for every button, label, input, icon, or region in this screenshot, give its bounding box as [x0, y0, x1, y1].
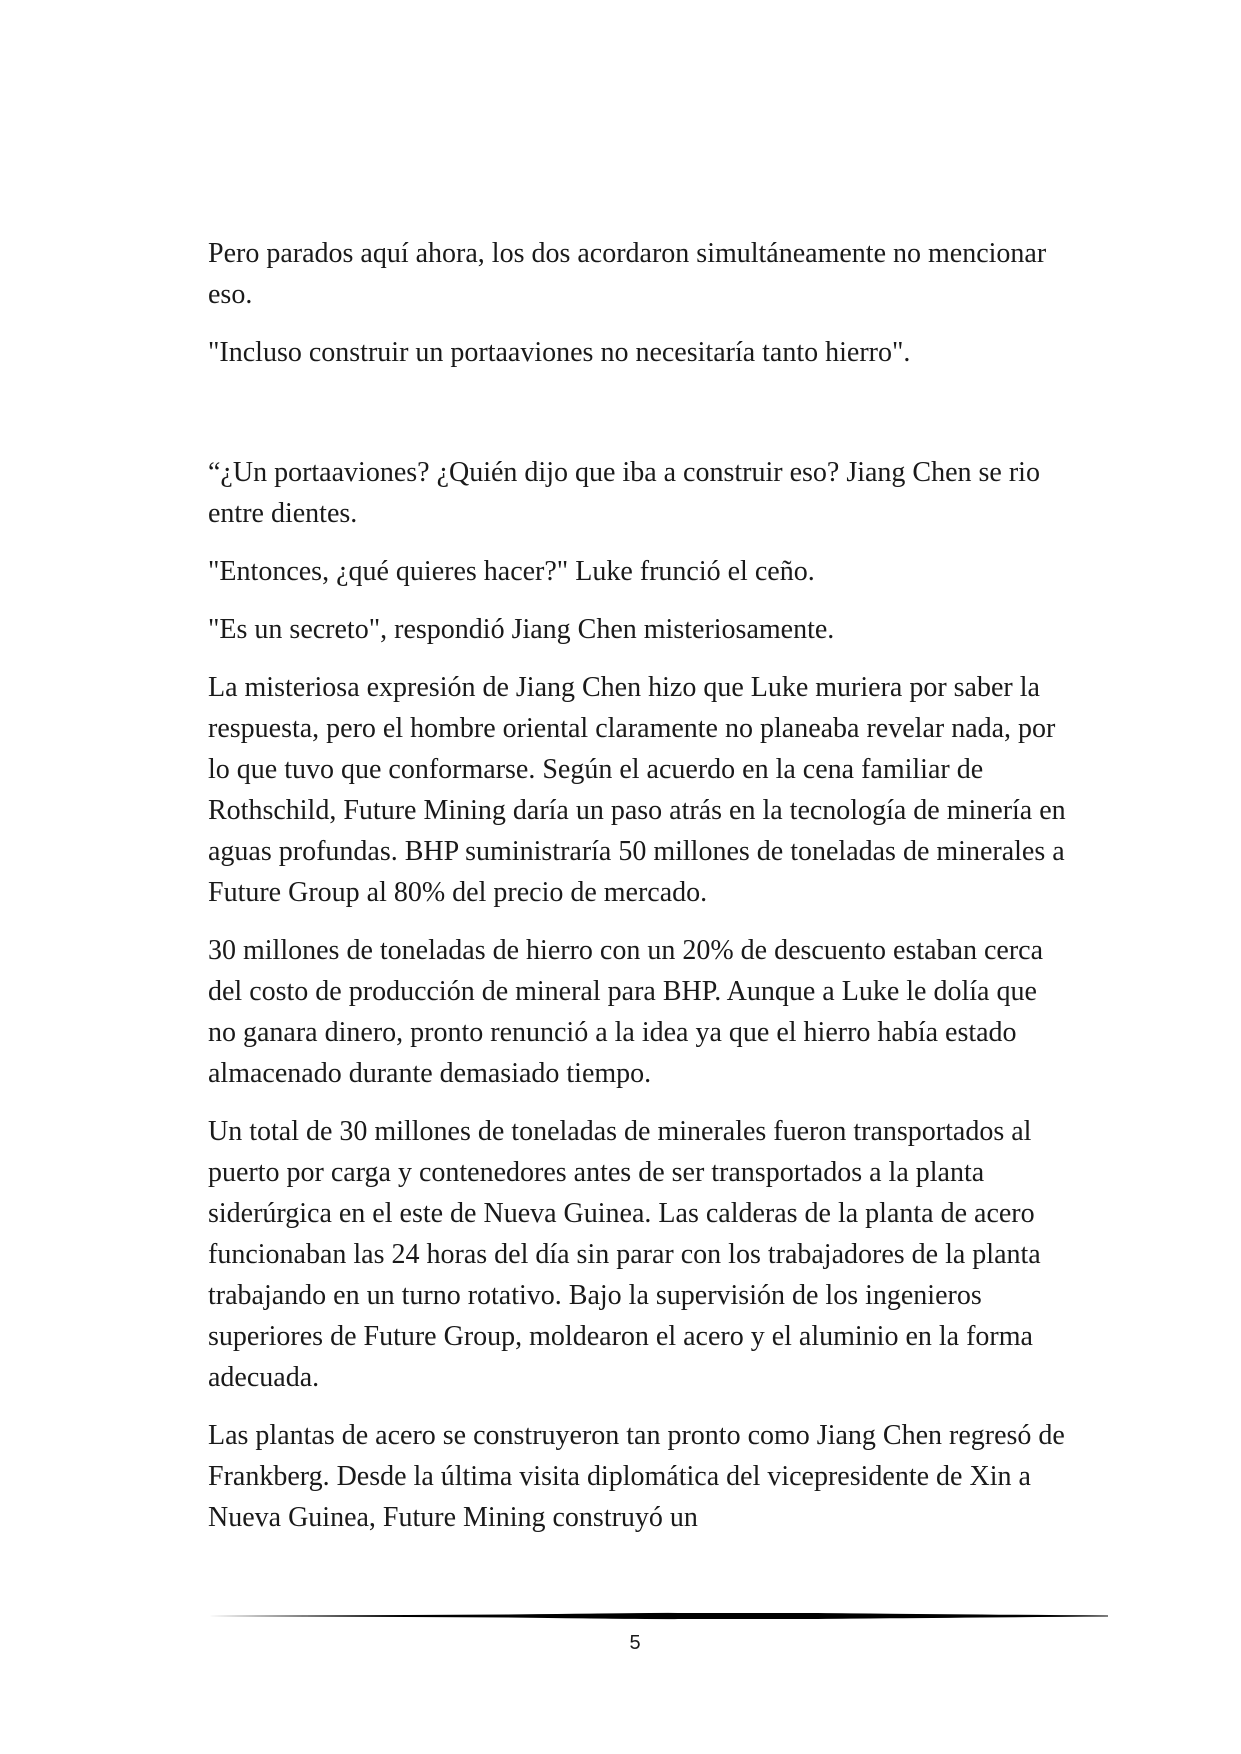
footer-divider-stroke — [208, 1613, 1108, 1619]
footer-divider — [208, 1610, 1108, 1622]
paragraph-3: “¿Un portaaviones? ¿Quién dijo que iba a construir eso? Jiang Chen se rio entre dientes. — [208, 457, 1040, 529]
paragraph-5: "Es un secreto", respondió Jiang Chen misteriosamente. — [208, 614, 835, 645]
body-text — [208, 233, 1070, 1555]
paragraph-9: Las plantas de acero se construyeron tan pronto como Jiang Chen regresó de Frankberg. Desde la última visita diplomática del vicepresidente de Xin a Nueva Guinea, Future Mining construyó un — [208, 1420, 1065, 1533]
page-number: 5 — [629, 1632, 641, 1654]
paragraph-4: "Entonces, ¿qué quieres hacer?" Luke frunció el ceño. — [208, 556, 815, 587]
paragraph-2: "Incluso construir un portaaviones no necesitaría tanto hierro". — [208, 337, 911, 368]
paragraph-gap — [208, 390, 1070, 452]
paragraph-7: 30 millones de toneladas de hierro con un 20% de descuento estaban cerca del costo de producción de mineral para BHP. Aunque a Luke le dolía que no ganara dinero, pronto renunció a la idea ya que el hierro había estado almacenado durante demasiado tiempo. — [208, 935, 1044, 1089]
paragraph-1: Pero parados aquí ahora, los dos acordaron simultáneamente no mencionar eso. — [208, 238, 1047, 310]
paragraph-8: Un total de 30 millones de toneladas de minerales fueron transportados al puerto por carga y contenedores antes de ser transportados a la planta siderúrgica en el este de Nueva Guinea. Las calderas de la planta de acero funcionaban las 24 horas del día sin parar con los trabajadores de la planta trabajando en un turno rotativo. Bajo la supervisión de los ingenieros superiores de Future Group, moldearon el acero y el aluminio en la forma adecuada. — [208, 1116, 1041, 1393]
paragraph-6: La misteriosa expresión de Jiang Chen hizo que Luke muriera por saber la respuesta, pero el hombre oriental claramente no planeaba revelar nada, por lo que tuvo que conformarse. Según el acuerdo en la cena familiar de Rothschild, Future Mining daría un paso atrás en la tecnología de minería en aguas profundas. BHP suministraría 50 millones de toneladas de minerales a Future Group al 80% del precio de mercado. — [208, 672, 1066, 908]
